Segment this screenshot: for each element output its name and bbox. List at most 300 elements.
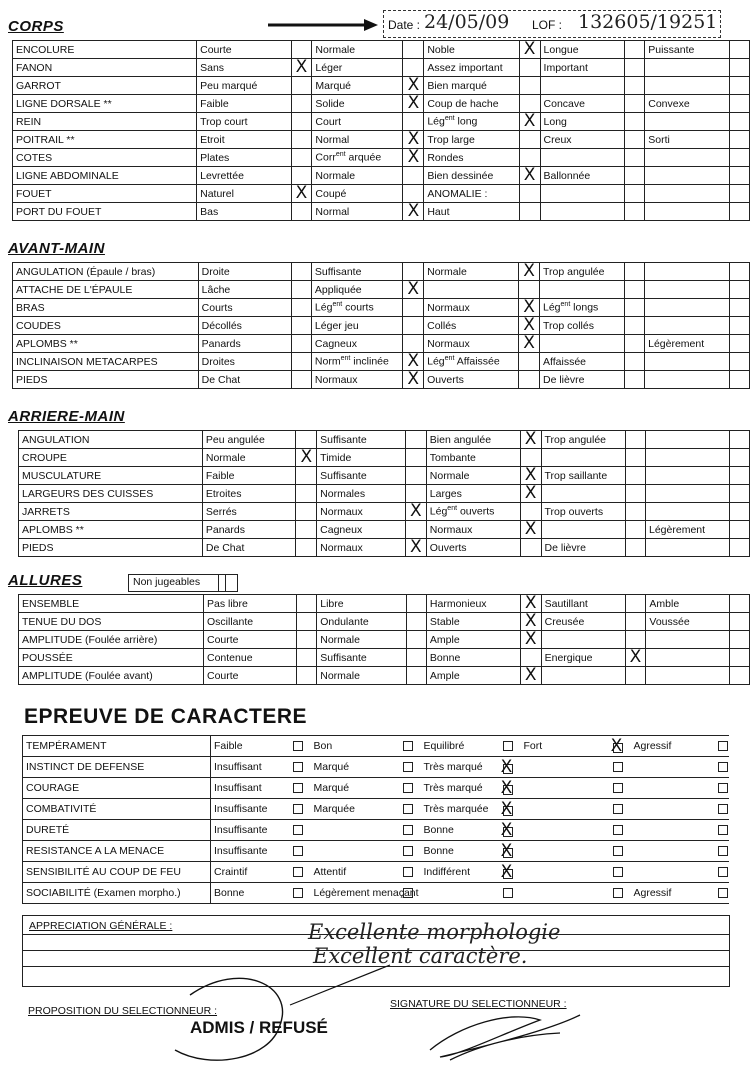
- check-cell[interactable]: [520, 613, 541, 631]
- check-cell[interactable]: [624, 95, 644, 113]
- caractere-table: [22, 735, 729, 904]
- signature-scribble: [420, 1005, 590, 1070]
- check-cell[interactable]: [403, 113, 424, 131]
- check-cell[interactable]: [296, 485, 317, 503]
- check-cell[interactable]: [291, 203, 312, 221]
- check-cell[interactable]: [296, 449, 317, 467]
- check-cell[interactable]: [520, 503, 541, 521]
- checkbox[interactable]: [395, 778, 421, 799]
- checkbox[interactable]: [285, 757, 311, 778]
- checkbox-square: [718, 867, 728, 877]
- check-cell[interactable]: [291, 263, 311, 281]
- option-cell: Trop ouverts: [541, 503, 626, 521]
- row-label: CROUPE: [19, 449, 203, 467]
- check-cell[interactable]: [519, 299, 540, 317]
- check-cell[interactable]: [626, 431, 646, 449]
- checkbox[interactable]: [495, 862, 521, 883]
- check-cell[interactable]: [405, 521, 426, 539]
- option-cell: Contenue: [204, 649, 297, 667]
- option-cell: Coupé: [312, 185, 403, 203]
- check-cell[interactable]: [291, 281, 311, 299]
- option-cell: Très marqué: [421, 757, 495, 778]
- option-cell: Légèrement: [646, 521, 730, 539]
- check-mark: X: [523, 315, 535, 335]
- checkbox[interactable]: [715, 883, 729, 904]
- option-cell: Craintif: [211, 862, 285, 883]
- row-label: COTES: [13, 149, 197, 167]
- check-cell[interactable]: [519, 353, 540, 371]
- check-cell[interactable]: [519, 203, 540, 221]
- check-cell[interactable]: [291, 167, 312, 185]
- checkbox[interactable]: [605, 778, 631, 799]
- option-cell: [645, 113, 729, 131]
- check-cell[interactable]: [405, 485, 426, 503]
- option-cell: Attentif: [311, 862, 395, 883]
- checkbox[interactable]: [605, 841, 631, 862]
- check-cell[interactable]: [626, 521, 646, 539]
- option-cell: Sautillant: [541, 595, 625, 613]
- checkbox[interactable]: [715, 778, 729, 799]
- checkbox[interactable]: [285, 862, 311, 883]
- date-lof-box: [383, 10, 721, 38]
- check-cell[interactable]: [624, 335, 644, 353]
- check-cell[interactable]: [519, 41, 540, 59]
- checkbox[interactable]: [715, 799, 729, 820]
- option-cell: [645, 203, 729, 221]
- check-cell[interactable]: [729, 353, 749, 371]
- check-cell[interactable]: [291, 353, 311, 371]
- option-cell: Normaux: [317, 503, 406, 521]
- check-cell[interactable]: [624, 317, 644, 335]
- check-cell[interactable]: [296, 539, 317, 557]
- check-cell[interactable]: [729, 667, 749, 685]
- check-cell[interactable]: [730, 467, 750, 485]
- check-cell[interactable]: [291, 371, 311, 389]
- option-cell: Longue: [540, 41, 624, 59]
- option-cell: [541, 631, 625, 649]
- check-cell[interactable]: [624, 167, 644, 185]
- check-cell[interactable]: [624, 185, 644, 203]
- checkbox[interactable]: [715, 841, 729, 862]
- check-cell[interactable]: [296, 503, 317, 521]
- checkbox[interactable]: [605, 883, 631, 904]
- check-cell[interactable]: [291, 299, 311, 317]
- checkbox[interactable]: [285, 799, 311, 820]
- checkbox[interactable]: [605, 862, 631, 883]
- check-cell[interactable]: [519, 113, 540, 131]
- check-cell[interactable]: [626, 539, 646, 557]
- check-cell[interactable]: [624, 203, 644, 221]
- check-cell[interactable]: [624, 263, 644, 281]
- checkbox[interactable]: [605, 820, 631, 841]
- option-cell: [645, 149, 729, 167]
- option-cell: Agressif: [631, 883, 715, 904]
- option-cell: [541, 667, 625, 685]
- checkbox[interactable]: [495, 736, 521, 757]
- option-cell: Suffisante: [317, 431, 406, 449]
- check-cell[interactable]: [625, 649, 646, 667]
- check-cell[interactable]: [624, 371, 644, 389]
- option-cell: Rondes: [424, 149, 519, 167]
- checkbox[interactable]: [495, 820, 521, 841]
- check-cell[interactable]: [405, 449, 426, 467]
- check-cell[interactable]: [291, 95, 312, 113]
- checkbox[interactable]: [495, 883, 521, 904]
- check-cell[interactable]: [291, 59, 312, 77]
- option-cell: Normale: [317, 631, 407, 649]
- check-cell[interactable]: [729, 371, 749, 389]
- option-cell: De lièvre: [541, 539, 626, 557]
- check-cell[interactable]: [519, 167, 540, 185]
- checkbox-square: [293, 867, 303, 877]
- checkbox[interactable]: [395, 841, 421, 862]
- option-cell: Norm$^{ent}$ inclinée: [311, 353, 402, 371]
- check-cell[interactable]: [625, 667, 646, 685]
- checkbox-square: [613, 783, 623, 793]
- option-cell: Bien dessinée: [424, 167, 519, 185]
- check-cell[interactable]: [624, 299, 644, 317]
- option-cell: De lièvre: [540, 371, 625, 389]
- option-cell: [521, 820, 605, 841]
- check-mark: X: [629, 647, 642, 667]
- option-cell: Ballonnée: [540, 167, 624, 185]
- check-cell[interactable]: [730, 521, 750, 539]
- check-cell[interactable]: [624, 149, 644, 167]
- check-cell[interactable]: [729, 167, 749, 185]
- checkbox[interactable]: [395, 736, 421, 757]
- option-cell: [521, 883, 605, 904]
- option-cell: [631, 799, 715, 820]
- check-cell[interactable]: [729, 631, 749, 649]
- row-label: APLOMBS **: [19, 521, 203, 539]
- option-cell: Court: [312, 113, 403, 131]
- table-row: [23, 883, 729, 904]
- check-cell[interactable]: [297, 613, 317, 631]
- check-cell[interactable]: [296, 467, 317, 485]
- check-cell[interactable]: [403, 371, 424, 389]
- check-cell[interactable]: [729, 149, 749, 167]
- checkbox[interactable]: [495, 799, 521, 820]
- checkbox-square: [403, 741, 413, 751]
- check-cell[interactable]: [403, 317, 424, 335]
- check-cell[interactable]: [291, 77, 312, 95]
- check-cell[interactable]: [520, 449, 541, 467]
- check-cell[interactable]: [626, 503, 646, 521]
- option-cell: [521, 799, 605, 820]
- check-cell[interactable]: [729, 281, 749, 299]
- option-cell: Cagneux: [317, 521, 406, 539]
- table-row: [13, 353, 750, 371]
- check-cell[interactable]: [625, 595, 646, 613]
- check-cell[interactable]: [291, 185, 312, 203]
- check-cell[interactable]: [291, 149, 312, 167]
- table-avant: [12, 262, 750, 389]
- check-cell[interactable]: [297, 595, 317, 613]
- check-cell[interactable]: [729, 95, 749, 113]
- option-cell: Puissante: [645, 41, 729, 59]
- check-cell[interactable]: [296, 521, 317, 539]
- check-cell[interactable]: [729, 131, 749, 149]
- checkbox-square: [403, 804, 413, 814]
- check-cell[interactable]: [519, 131, 540, 149]
- check-cell[interactable]: [520, 521, 541, 539]
- checkbox-square: [613, 825, 623, 835]
- check-cell[interactable]: [625, 613, 646, 631]
- check-cell[interactable]: [626, 467, 646, 485]
- checkbox[interactable]: [285, 736, 311, 757]
- check-cell[interactable]: [729, 649, 749, 667]
- check-mark: X: [407, 93, 420, 113]
- checkbox[interactable]: [285, 883, 311, 904]
- option-cell: [646, 449, 730, 467]
- table-row: [23, 862, 729, 883]
- check-cell[interactable]: [405, 467, 426, 485]
- check-cell[interactable]: [520, 631, 541, 649]
- check-cell[interactable]: [403, 131, 424, 149]
- check-cell[interactable]: [519, 59, 540, 77]
- check-cell[interactable]: [403, 185, 424, 203]
- check-cell[interactable]: [403, 149, 424, 167]
- checkbox[interactable]: [715, 820, 729, 841]
- check-cell[interactable]: [729, 263, 749, 281]
- option-cell: [311, 820, 395, 841]
- option-cell: [540, 203, 624, 221]
- checkbox[interactable]: [285, 820, 311, 841]
- check-cell[interactable]: [403, 41, 424, 59]
- check-cell[interactable]: [729, 317, 749, 335]
- section-title-allures: ALLURES: [8, 572, 83, 589]
- table-row: [13, 131, 750, 149]
- option-cell: [645, 353, 730, 371]
- checkbox[interactable]: [495, 757, 521, 778]
- proposition-label: PROPOSITION DU SELECTIONNEUR :: [28, 1005, 218, 1017]
- table-row: [13, 203, 750, 221]
- table-row: [13, 371, 750, 389]
- checkbox[interactable]: [605, 736, 631, 757]
- appreciation-label: APPRECIATION GÉNÉRALE :: [29, 920, 173, 932]
- table-allures: [18, 594, 750, 685]
- check-cell[interactable]: [291, 131, 312, 149]
- check-cell[interactable]: [729, 299, 749, 317]
- check-cell[interactable]: [519, 149, 540, 167]
- check-cell[interactable]: [729, 77, 749, 95]
- check-cell[interactable]: [519, 263, 540, 281]
- check-cell[interactable]: [729, 59, 749, 77]
- check-cell[interactable]: [624, 353, 644, 371]
- check-cell[interactable]: [405, 503, 426, 521]
- check-cell[interactable]: [291, 41, 312, 59]
- option-cell: Ondulante: [317, 613, 407, 631]
- option-cell: Bonne: [426, 649, 520, 667]
- check-cell[interactable]: [519, 371, 540, 389]
- check-mark: X: [407, 201, 420, 221]
- check-cell[interactable]: [297, 667, 317, 685]
- check-cell[interactable]: [520, 467, 541, 485]
- check-cell[interactable]: [520, 539, 541, 557]
- check-cell[interactable]: [624, 77, 644, 95]
- option-cell: [646, 431, 730, 449]
- checkbox-square: [293, 783, 303, 793]
- check-cell[interactable]: [519, 335, 540, 353]
- table-corps: [12, 40, 750, 221]
- check-cell[interactable]: [729, 185, 749, 203]
- check-cell[interactable]: [624, 59, 644, 77]
- check-cell[interactable]: [297, 631, 317, 649]
- arrow-icon: [268, 18, 378, 32]
- check-cell[interactable]: [729, 335, 749, 353]
- check-cell[interactable]: [729, 41, 749, 59]
- option-cell: Trop angulée: [541, 431, 626, 449]
- check-cell[interactable]: [403, 77, 424, 95]
- table-row: [13, 299, 750, 317]
- option-cell: Cagneux: [311, 335, 402, 353]
- checkbox-square: [613, 846, 623, 856]
- option-cell: Suffisante: [317, 649, 407, 667]
- option-cell: Courte: [204, 667, 297, 685]
- check-cell[interactable]: [730, 449, 750, 467]
- check-cell[interactable]: [730, 503, 750, 521]
- check-cell[interactable]: [729, 203, 749, 221]
- check-cell[interactable]: [730, 485, 750, 503]
- check-cell[interactable]: [730, 539, 750, 557]
- option-cell: Equilibré: [421, 736, 495, 757]
- option-cell: Trop court: [197, 113, 291, 131]
- check-cell[interactable]: [291, 335, 311, 353]
- check-cell[interactable]: [405, 539, 426, 557]
- check-mark: X: [295, 183, 308, 203]
- checkbox[interactable]: [395, 820, 421, 841]
- check-cell[interactable]: [519, 185, 540, 203]
- check-cell[interactable]: [520, 649, 541, 667]
- checkbox-square: [293, 846, 303, 856]
- check-cell[interactable]: [520, 431, 541, 449]
- checkbox[interactable]: [605, 799, 631, 820]
- option-cell: Panards: [198, 335, 291, 353]
- checkbox[interactable]: [715, 862, 729, 883]
- option-cell: [540, 77, 624, 95]
- option-cell: Normale: [426, 467, 520, 485]
- check-cell[interactable]: [403, 263, 424, 281]
- check-mark: X: [410, 537, 422, 557]
- option-cell: Léger jeu: [311, 317, 402, 335]
- option-cell: Normales: [317, 485, 406, 503]
- option-cell: Ouverts: [426, 539, 520, 557]
- check-cell[interactable]: [729, 613, 749, 631]
- check-cell[interactable]: [406, 667, 426, 685]
- option-cell: Assez important: [424, 59, 519, 77]
- option-cell: De Chat: [202, 539, 296, 557]
- table-row: [13, 167, 750, 185]
- row-label: ATTACHE DE L'ÉPAULE: [13, 281, 199, 299]
- check-cell[interactable]: [519, 281, 540, 299]
- date-value: 24/05/09: [424, 11, 510, 33]
- check-cell[interactable]: [520, 667, 541, 685]
- check-cell[interactable]: [624, 281, 644, 299]
- option-cell: Amble: [646, 595, 729, 613]
- appreciation-line-2: Excellent caractère.: [313, 944, 528, 968]
- check-cell[interactable]: [625, 631, 646, 649]
- checkbox[interactable]: [495, 778, 521, 799]
- check-cell[interactable]: [403, 203, 424, 221]
- option-cell: Suffisante: [311, 263, 402, 281]
- checkbox[interactable]: [395, 799, 421, 820]
- option-cell: Levrettée: [197, 167, 291, 185]
- checkbox[interactable]: [715, 757, 729, 778]
- check-cell[interactable]: [729, 595, 749, 613]
- check-cell[interactable]: [296, 431, 317, 449]
- check-cell[interactable]: [406, 649, 426, 667]
- check-cell[interactable]: [520, 595, 541, 613]
- row-label: PIEDS: [19, 539, 203, 557]
- check-cell[interactable]: [624, 113, 644, 131]
- checkbox[interactable]: [495, 841, 521, 862]
- check-mark: X: [523, 333, 535, 353]
- option-cell: Lég$^{ent}$ longs: [540, 299, 625, 317]
- check-cell[interactable]: [291, 317, 311, 335]
- option-cell: Trop saillante: [541, 467, 626, 485]
- check-cell[interactable]: [406, 595, 426, 613]
- option-cell: Etroites: [202, 485, 296, 503]
- decision-text: ADMIS / REFUSÉ: [190, 1018, 328, 1037]
- check-cell[interactable]: [624, 41, 644, 59]
- table-row: [13, 335, 750, 353]
- table-row: [19, 613, 750, 631]
- check-cell[interactable]: [406, 631, 426, 649]
- table-row: [19, 503, 750, 521]
- row-label: ANGULATION (Épaule / bras): [13, 263, 199, 281]
- check-cell[interactable]: [519, 317, 540, 335]
- option-cell: Naturel: [197, 185, 291, 203]
- check-cell[interactable]: [624, 131, 644, 149]
- check-cell[interactable]: [519, 77, 540, 95]
- check-cell[interactable]: [403, 95, 424, 113]
- check-cell[interactable]: [403, 281, 424, 299]
- check-mark: X: [523, 111, 536, 131]
- check-cell[interactable]: [403, 167, 424, 185]
- check-cell[interactable]: [626, 449, 646, 467]
- check-cell[interactable]: [730, 431, 750, 449]
- check-cell[interactable]: [403, 299, 424, 317]
- check-cell[interactable]: [729, 113, 749, 131]
- checkbox[interactable]: [605, 757, 631, 778]
- option-cell: [645, 77, 729, 95]
- check-cell[interactable]: [519, 95, 540, 113]
- checkbox[interactable]: [395, 862, 421, 883]
- option-cell: Insuffisant: [211, 778, 285, 799]
- option-cell: Légèrement: [645, 335, 730, 353]
- table-row: [19, 539, 750, 557]
- check-cell[interactable]: [403, 59, 424, 77]
- check-cell[interactable]: [297, 649, 317, 667]
- check-cell[interactable]: [403, 353, 424, 371]
- table-row: [13, 41, 750, 59]
- row-label: APLOMBS **: [13, 335, 199, 353]
- option-cell: Bas: [197, 203, 291, 221]
- check-cell[interactable]: [291, 113, 312, 131]
- checkbox-square: [718, 825, 728, 835]
- non-jugeables-checkbox[interactable]: [218, 574, 238, 592]
- check-cell[interactable]: [405, 431, 426, 449]
- check-cell[interactable]: [403, 335, 424, 353]
- checkbox[interactable]: [285, 841, 311, 862]
- checkbox[interactable]: [395, 757, 421, 778]
- check-cell[interactable]: [406, 613, 426, 631]
- option-cell: [645, 59, 729, 77]
- check-cell[interactable]: [626, 485, 646, 503]
- checkbox[interactable]: [285, 778, 311, 799]
- checkbox[interactable]: [715, 736, 729, 757]
- check-cell[interactable]: [520, 485, 541, 503]
